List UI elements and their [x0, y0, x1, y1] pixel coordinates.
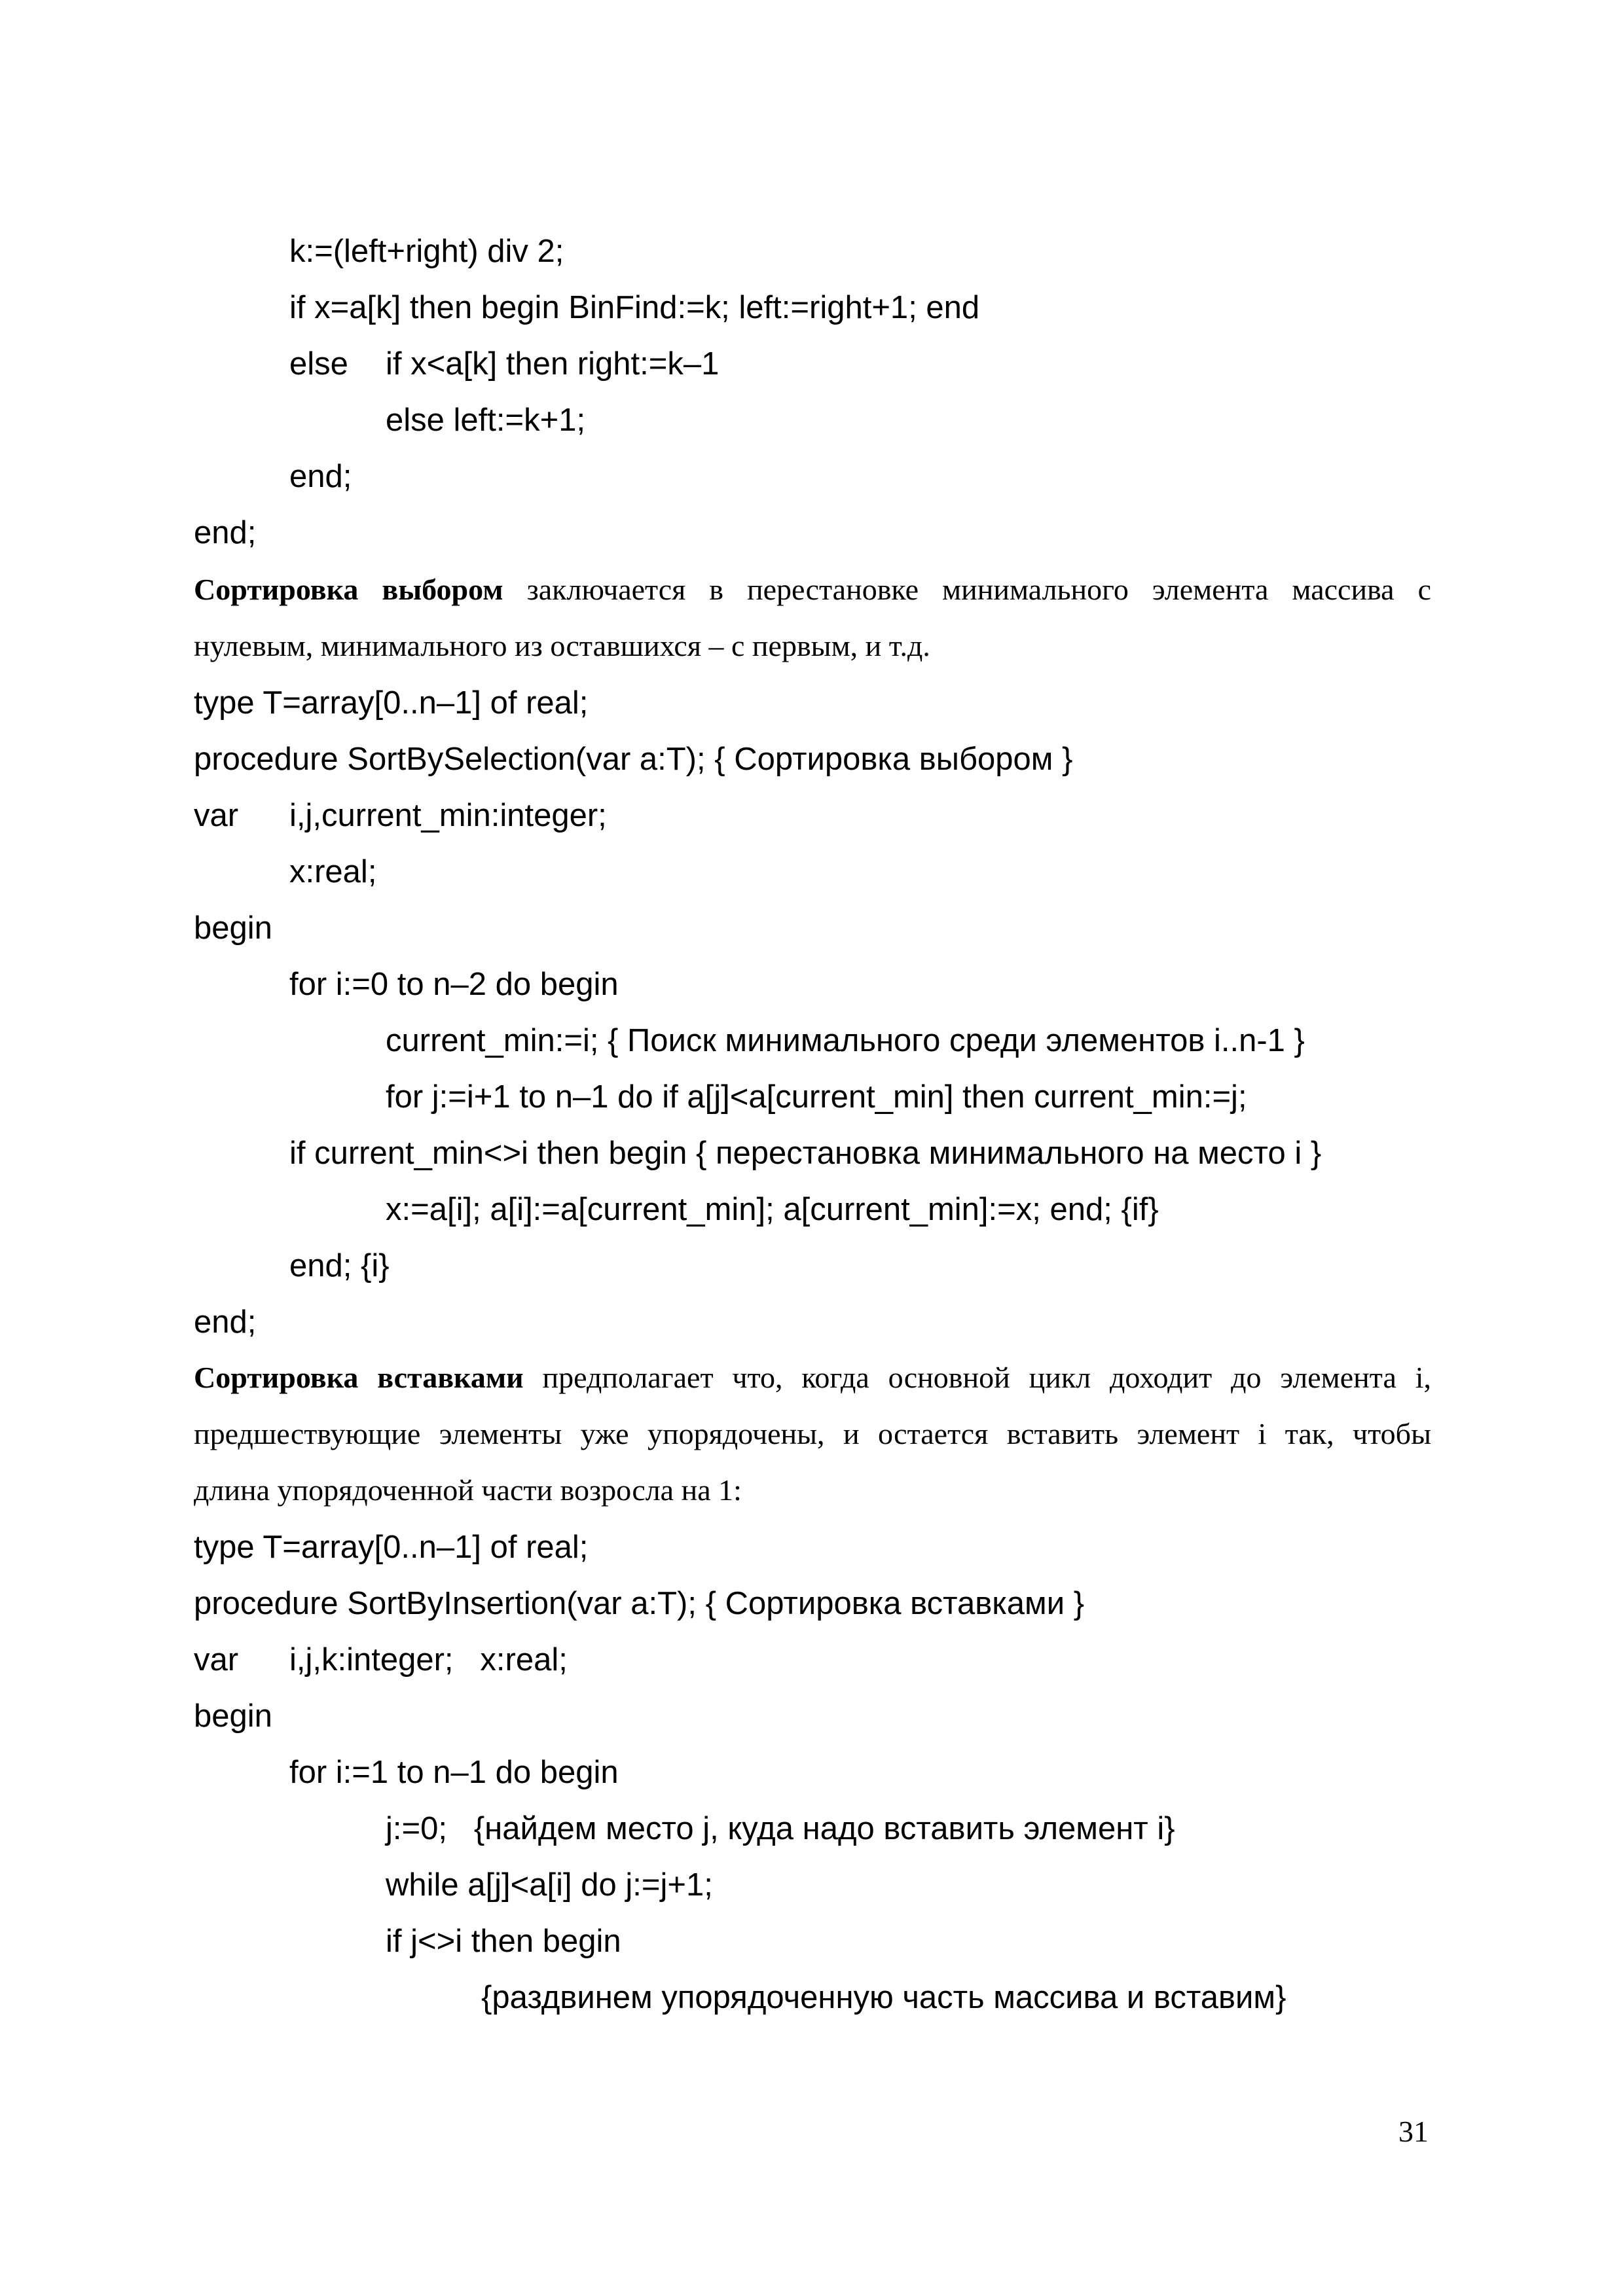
term-insertion-sort: Сортировка вставками	[194, 1361, 524, 1394]
code-line: else left:=k+1;	[386, 403, 586, 438]
code-line: if x=a[k] then begin BinFind:=k; left:=right+1; end	[289, 290, 980, 325]
paragraph-insertion-sort	[194, 1363, 1431, 1393]
paragraph-line	[194, 1419, 1431, 1449]
code-line: end;	[289, 459, 352, 494]
paragraph-text: предполагает что, когда основной цикл доходит до элемента i,	[523, 1361, 1431, 1394]
term-selection-sort: Сортировка выбором	[194, 573, 503, 606]
code-line: for i:=0 to n–2 do begin	[289, 967, 619, 1002]
code-line: end;	[194, 515, 257, 550]
code-line: i,j,k:integer; x:real;	[289, 1642, 568, 1677]
code-line: x:real;	[289, 854, 377, 889]
code-line: type T=array[0..n–1] of real;	[194, 1530, 589, 1565]
code-line: end; {i}	[289, 1248, 390, 1283]
code-line: current_min:=i; { Поиск минимального среди элементов i..n-1 }	[386, 1023, 1305, 1058]
paragraph-line: нулевым, минимального из оставшихся – с первым, и т.д.	[194, 629, 930, 662]
code-line: x:=a[i]; a[i]:=a[current_min]; a[current_min]:=x; end; {if}	[386, 1192, 1159, 1227]
code-line: j:=0; {найдем место j, куда надо вставить элемент i}	[386, 1811, 1175, 1846]
paragraph-line: длина упорядоченной части возросла на 1:	[194, 1473, 742, 1507]
code-line: end;	[194, 1304, 257, 1340]
code-line: else	[289, 346, 348, 382]
code-line: procedure SortBySelection(var a:T); { Сортировка выбором }	[194, 742, 1073, 777]
code-line: if current_min<>i then begin { перестановка минимального на место i }	[289, 1136, 1322, 1171]
code-line: i,j,current_min:integer;	[289, 798, 607, 833]
code-line: for i:=1 to n–1 do begin	[289, 1755, 619, 1790]
code-line: if j<>i then begin	[386, 1924, 621, 1959]
code-line: while a[j]<a[i] do j:=j+1;	[386, 1867, 713, 1903]
page-number: 31	[1398, 2115, 1429, 2148]
paragraph-selection-sort	[194, 575, 1431, 605]
code-line: k:=(left+right) div 2;	[289, 234, 564, 269]
code-line: var	[194, 798, 239, 833]
code-line: begin	[194, 1698, 272, 1734]
code-line: for j:=i+1 to n–1 do if a[j]<a[current_min] then current_min:=j;	[386, 1079, 1247, 1115]
code-line: if x<a[k] then right:=k–1	[386, 346, 720, 382]
code-line: {раздвинем упорядоченную часть массива и вставим}	[481, 1980, 1286, 2015]
paragraph-line-text: предшествующие элементы уже упорядочены, и остается вставить элемент i так, чтобы	[194, 1417, 1431, 1450]
paragraph-text: заключается в перестановке минимального элемента массива с	[503, 573, 1432, 606]
code-line: procedure SortByInsertion(var a:T); { Сортировка вставками }	[194, 1586, 1085, 1621]
code-line: type T=array[0..n–1] of real;	[194, 685, 589, 721]
code-line: begin	[194, 910, 272, 946]
code-line: var	[194, 1642, 239, 1677]
